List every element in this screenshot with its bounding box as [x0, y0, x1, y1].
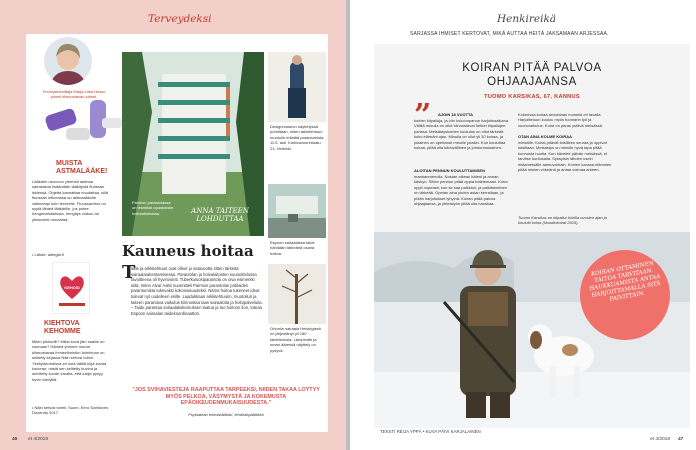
caption-designmuseo: Designmuseon näyttelyssä pohditaan, miten arkkitehtuuri muotoilu edistää parantumista. 11.5. asti. Korkeavuorenkatu 23, Helsinki.	[270, 124, 325, 151]
article-body: aide ja arkkitehtuuri ovat olleet jo satavuotta sitten tärkeitä sairaalarakentamisessa. Parantolan ja hoivalaitosten suunnittelussa tavoitteena oli hyvinvointi. Tuberkuloosiparantola on oiva esimerkki siitä, miten Alvar Aalto suunnitteli Paimion parantolan potilaiden parantumista tukevaksi kokonaisuudeksi. Nämä hoitoa tukeneet ideat tulevat nyt uudelleen esille. Laadukkaan arkkitehtuurin, muotoilun ja taiteen parantava vaikutus kiinnostaa taas sairaaloita ja hoitopalveluita. – Taide parantaa sairaalakokemuksen laatua ja tuo hoitoon ilon, toteaa Espoon sairaalan taidekoordinaattori.	[131, 266, 263, 316]
pull-quote: ”JOS SVIHAVIESTEJÄ RAAPUTTAA TARPEEKSI, NIIDEN TAKAA LÖYTYY MYÖS PELKOA, VÄSYMYSTÄ JA KOKEMUSTA EPÄOIKEUDENMUKAISUUDESTA.”	[132, 387, 320, 407]
portrait-caption: Terveystoimittaja Marja-Liisa Husso poimii kiinnostavat uutiset.	[42, 89, 106, 100]
inhaler-photo	[40, 96, 130, 152]
tip1-heading: MUISTA ASTMALÄÄKE!	[56, 160, 108, 175]
left-page	[0, 0, 346, 450]
col1-lead2: ALOITAN PENNUN KOULUTTAMISEN	[414, 168, 485, 173]
pull-quote-source: Psykiatrian erikoislääkäri, lehdistöpäällikkö	[188, 412, 264, 417]
book-cover-label: KEHOSI	[64, 285, 80, 290]
author-portrait	[44, 37, 92, 85]
tip2-heading: KIEHTOVA KEHOMME	[44, 320, 81, 335]
col2-note: Tuomo Karsikas on kilpailut koirilla vuosien ajan ja koulutti koiria (Noudinkoirat 2015).	[518, 215, 607, 226]
byline: TUOMO KARSIKAS, 67, KANNUS	[484, 94, 580, 100]
folio-magazine-right: et 4/2018	[650, 437, 671, 442]
article-dropcap: T	[122, 262, 136, 283]
col2-lead: OTAN AINA KOLME KOIRAA	[518, 134, 573, 139]
opening-quote-mark: ”	[414, 98, 432, 133]
article-title: Kauneus hoitaa	[122, 242, 254, 260]
article-title-line2: OHJAAJAANSA	[487, 76, 577, 88]
col1-text: koirien kilpailuja, ja olin kokoonpanon harjoitusaikana. Välillä minulla on ollut kiinnostavat hetket kilpailujen parissa. Metsästyskoirien koulutus on ollut tärkeää koko elämäni ajan. Minulla on ollut yli 30 koiraa, ja jokainen on opettanut minulle jotakin. Kun kouluttaa koiraa, pitää olla kärsivällinen ja johdonmukainen.	[414, 118, 510, 151]
tip2-source: • Näin kehosi toimii. Suom. Eero Sorkkinen. Docendo 2017.	[32, 405, 110, 416]
caption-espoo: Espoon sairaalassa taide nähdään tärkeänä osana hoitoa.	[270, 240, 315, 256]
photo-small-caption: Paimion parantolassa on tekniikat opastuksiin hoitolaitoksissa.	[132, 200, 174, 216]
couple-photo	[268, 52, 326, 122]
section-title-henkireika: Henkireikä	[497, 13, 557, 25]
folio-magazine-left: et 4/2018	[28, 437, 49, 442]
folio-number-right: 47	[678, 437, 684, 442]
callout-text: KOIRAN OTTAMINEN TAITOA TARVITAAN. HAUKKUAMISTA ANTAA HARJOITTAMALLA SITÄ PAIVITTAIN.	[589, 260, 662, 303]
hospital-interior-photo	[268, 184, 326, 238]
col2-text: Kokeessa koiraa arvioidaan monella eri tavalla. Harjoitteluun kuuluu myös tuomarin työ ja vuorovaikutus. Koira on paras ystävä metsässä.	[518, 112, 603, 128]
right-page	[350, 0, 696, 450]
tip1-text: Lääkärin neuvoon yleensä astmaa sairastavia lisäämään lääkitystä flunssan iskiessä. Ohjetta kannattaa noudattaa, sillä flunssan influenssa on astmaatikolle vaikeampi kuin terveelle. Flunssaviirus on syytä lähteä lääkärille, jos potee hengenahdistusta, hengitys vinkuu tai yleisvointi romahtaa.	[32, 179, 109, 222]
article-title-line1: KOIRAN PITÄÄ PALVOA	[462, 62, 602, 74]
col2-text2: metsälle. Koirat pitävät toisilleen seuraa ja oppivat toisiltaan. Metsästys on minulle hyvä tapa pitää kunnosta huolta. Kun kävelee päivän metsässä, ei tarvitse kuntosalia. Syksyisin lähden usein riistametsälle aamuvarhain. Koirien kanssa eläminen pitää mielen virkeänä ja antaa voimaa arkeen.	[518, 140, 612, 173]
section-title-terveydeksi: Terveydeksi	[148, 13, 212, 25]
col1-text2: maahanmenolla. Nostan oikean käteni ja annan käskyn. Sitten pennun pitää oppia tottelemaan. Koira oppii nopeasti, kun se saa palkkion, ja palkitseminen on tärkeää. Opetan aina yhden asian kerrallaan, ja pidän harjoitukset lyhyinä. Koiran pitää palvoa ohjaajaansa, ja yhteistyön pitää olla hauskaa.	[414, 174, 508, 207]
tip2-text: Miten pikkurilli? Miksi kova jäin saaliin on soimaan? Hämeä yhmme muuta kiinnostavaa ihmiselimistön toiminnan on selitetty kirjassa Näin kehosi toimii. Yksityiskohdissa eri osia täällä kirja kuvaa korkean, mistä sen selitetty kuvina ja selvitetty kuvan varalta, että lukija pysyy hyvin kärryillä.	[32, 339, 107, 382]
tip1-source: • Lähde: allergia.fi	[32, 252, 64, 257]
book-cover	[52, 262, 90, 314]
photo-credit: TEKSTI REIJA YPPÄ • KUVA PÄIVI KARJALAINEN	[380, 429, 481, 434]
photo-overlay-text: ANNA TAITEEN LOHDUTTAA	[191, 207, 249, 223]
caption-ortoni: Ortoniin sairaala Helsingissä on järjestänyt yli 180 taideteoksia. Lämpimän ja oman ääressä näyttely on pysyvä.	[270, 326, 321, 353]
folio-number-left: 46	[12, 437, 18, 442]
deck-text: SARJASSA IHMISET KERTOVAT, MIKÄ AUTTAA HEITÄ JAKSAMAAN ARJESSAA.	[410, 31, 609, 37]
tree-photo	[268, 264, 326, 324]
col1-lead: AJOIN 18 VUOTTA	[438, 112, 474, 117]
